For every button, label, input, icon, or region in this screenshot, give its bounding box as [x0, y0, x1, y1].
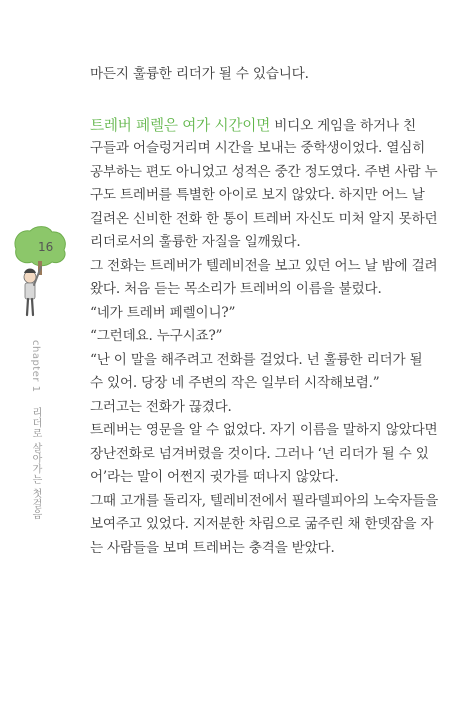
text-line: 리더로서의 훌륭한 자질을 일깨웠다.	[90, 234, 301, 250]
text-line: “난 이 말을 해주려고 전화를 걸었다. 넌 훌륭한 리더가 될	[90, 351, 423, 368]
text-line: 어’라는 말이 어쩐지 귓가를 떠나지 않았다.	[90, 469, 339, 485]
text-line: “그런데요. 누구시죠?”	[90, 328, 223, 344]
text-line: 그러고는 전화가 끊겼다.	[90, 398, 232, 415]
text-line: 는 사람들을 보며 트레버는 충격을 받았다.	[90, 539, 335, 556]
text-line: “네가 트레버 페렐이니?”	[90, 304, 236, 321]
text-line-rest: 비디오 게임을 하거나 친	[270, 117, 416, 134]
text-line: 왔다. 처음 듣는 목소리가 트레버의 이름을 불렀다.	[90, 281, 382, 297]
text-line	[90, 114, 458, 138]
text-line: 공부하는 편도 아니었고 성적은 중간 정도였다. 주변 사람 누	[90, 163, 438, 180]
chapter-label: chapter 1	[30, 340, 41, 393]
text-line: 구도 트레버를 특별한 아이로 보지 않았다. 하지만 어느 날	[90, 187, 425, 203]
text-line: 그 전화는 트레버가 텔레비전을 보고 있던 어느 날 밤에 걸려	[90, 257, 438, 274]
text-line: 트레버는 영문을 알 수 없었다. 자기 이름을 말하지 않았다면	[90, 422, 438, 438]
running-header	[28, 340, 48, 600]
accent-lead: 트레버 페렐은 여가 시간이면	[90, 116, 271, 134]
text-line: 그때 고개를 돌리자, 텔레비전에서 필라델피아의 노숙자들을	[90, 492, 439, 509]
text-line: 장난전화로 넘겨버렸을 것이다. 그러나 ‘넌 리더가 될 수 있	[90, 445, 429, 462]
text-line: 보여주고 있었다. 지저분한 차림으로 굶주린 채 한뎃잠을 자	[90, 516, 434, 532]
body-text	[90, 63, 458, 560]
text-line: 수 있어. 당장 네 주변의 작은 일부터 시작해보렴.”	[90, 375, 380, 391]
text-line: 걸려온 신비한 전화 한 통이 트레버 자신도 미처 알지 못하던	[90, 210, 438, 227]
chapter-title: 리더로 살아가는 첫걸음	[30, 407, 41, 520]
text-line: 구들과 어슬렁거리며 시간을 보내는 중학생이었다. 열심히	[90, 140, 426, 156]
page-number: 16	[38, 240, 54, 254]
text-line: 마든지 훌륭한 리더가 될 수 있습니다.	[90, 66, 309, 82]
